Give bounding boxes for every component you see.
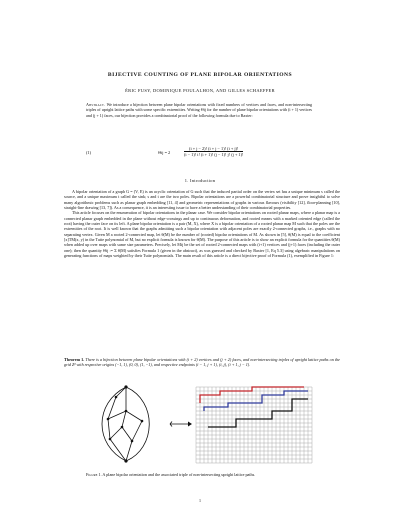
figure-1 bbox=[86, 383, 314, 465]
bijection-arrow bbox=[170, 422, 192, 427]
equation-denominator: (i − 1)! i! (i + 1)! (j − 1)! j! (j + 1)! bbox=[184, 152, 244, 157]
equation-numerator: (i + j − 2)! (i + j − 1)! (i + j)! bbox=[184, 146, 243, 152]
vertex bbox=[107, 418, 110, 421]
edge bbox=[108, 419, 110, 439]
section-heading: 1. Introduction bbox=[184, 178, 216, 183]
source-vertex bbox=[124, 459, 127, 462]
vertex bbox=[131, 440, 134, 443]
figure-caption bbox=[86, 472, 314, 477]
edge bbox=[126, 441, 132, 461]
edge bbox=[110, 427, 122, 439]
edge bbox=[132, 421, 142, 441]
introduction-body bbox=[64, 189, 340, 258]
edge bbox=[122, 427, 132, 441]
vertex bbox=[141, 420, 144, 423]
edge bbox=[126, 411, 142, 421]
equation-lhs: Θij = 2 bbox=[158, 150, 171, 155]
author-list: ÉRIC FUSY, DOMINIQUE POULALHON, AND GILLES SCHAEFFER bbox=[125, 88, 275, 93]
vertex bbox=[121, 426, 124, 429]
abstract-text: We introduce a bijection between plane bipolar orientations with fixed numbers of vertices and faces, and non-intersecting triples of upright lattice paths with some specific extremities. Writing Θij for the number of plane bipolar orientations with (i + 1) vertices and (j + 1) faces, our bijection provides a combinatorial proof of the following formula due to Baxter: bbox=[86, 102, 312, 118]
abstract-label: Abstract. bbox=[86, 102, 106, 107]
theorem-label: Theorem 1. bbox=[64, 357, 85, 362]
theorem-1 bbox=[64, 357, 340, 368]
bipolar-orientation-diagram bbox=[102, 387, 149, 461]
equation-fraction bbox=[184, 146, 243, 158]
paragraph: This article focuses on the enumeration of bipolar orientations in the planar case. We consider bipolar orientations on rooted planar maps, where a planar map is a connected planar graph embedded in the plane without edge-crossings and up to continuous deformation, and rooted means with a marked oriented edge (called the root) having the outer face on its left. A plane bipolar orientation is a pair (M, X), where X is a bipolar orientation of a rooted planar map M such that the poles are the extremities of the root. It is well known that the graphs admitting such a bipolar orientation with adjacent poles are exactly 2-connected graphs, i.e., graphs with no separating vertex. Given M a rooted 2-connected map, let θ(M) be the number of (rooted) bipolar orientations of M. As shown in [5], θ(M) is equal to the coefficient [x]TM(x, y) in the Tutte polynomial of M, but no explicit formula is known for θ(M). The purpose of this article is to show an explicit formula for the quantities θ(M) when added up over maps with same size parameters. Precisely, let Mij be the set of rooted 2-connected maps with (i+1) vertices and (j+1) faces (including the outer one); then the quantity Θij := Σ θ(M) satisfies Formula 1 (given in the abstract), as was guessed and checked by Baxter [1, Eq 5.3] using algebraic manipulations on generating functions of maps weighted by their Tutte polynomials. The main result of this article is a direct bijective proof of Formula (1), exemplified in Figure 1: bbox=[64, 210, 340, 259]
theorem-text: There is a bijection between plane bipolar orientations with (i + 2) vertices and (j + 2) faces, and non-intersecting triples of upright lattice paths on the grid Z² with respective origins (−1, 1), (0, 0), (1, −1), and respective endpoints (i − 1, j + 1), (i, j), (i + 1, j − 1). bbox=[64, 357, 340, 368]
sink-vertex bbox=[124, 385, 127, 388]
page-number: 1 bbox=[199, 498, 201, 503]
vertex bbox=[125, 410, 128, 413]
vertex bbox=[115, 396, 118, 399]
paper-title: BIJECTIVE COUNTING OF PLANE BIPOLAR ORIENTATIONS bbox=[107, 72, 293, 78]
equation-number: (1) bbox=[86, 150, 92, 155]
paragraph: A bipolar orientation of a graph G = (V, E) is an acyclic orientation of G such that the induced partial order on the vertex set has a unique minimum s called the source, and a unique maximum t called the sink; s and t are the two poles. Bipolar orientations are a powerful combinatorial structure and prove insightful to solve many algorithmic problems such as planar graph embedding [11, 4] and geometric representations of graphs in various flavours (visibility [12], floor-planning [10], straight-line drawing [13, 7]). As a consequence, it is an interesting issue to have a better understanding of their combinatorial properties. bbox=[64, 189, 340, 211]
vertex bbox=[109, 438, 112, 441]
equation-1 bbox=[86, 146, 314, 162]
caption-text: A plane bipolar orientation and the associated triple of non-intersecting upright lattice paths. bbox=[102, 472, 256, 477]
abstract bbox=[86, 102, 312, 118]
edge bbox=[110, 439, 126, 461]
caption-label: Figure 1. bbox=[86, 472, 102, 477]
edge bbox=[122, 411, 126, 427]
